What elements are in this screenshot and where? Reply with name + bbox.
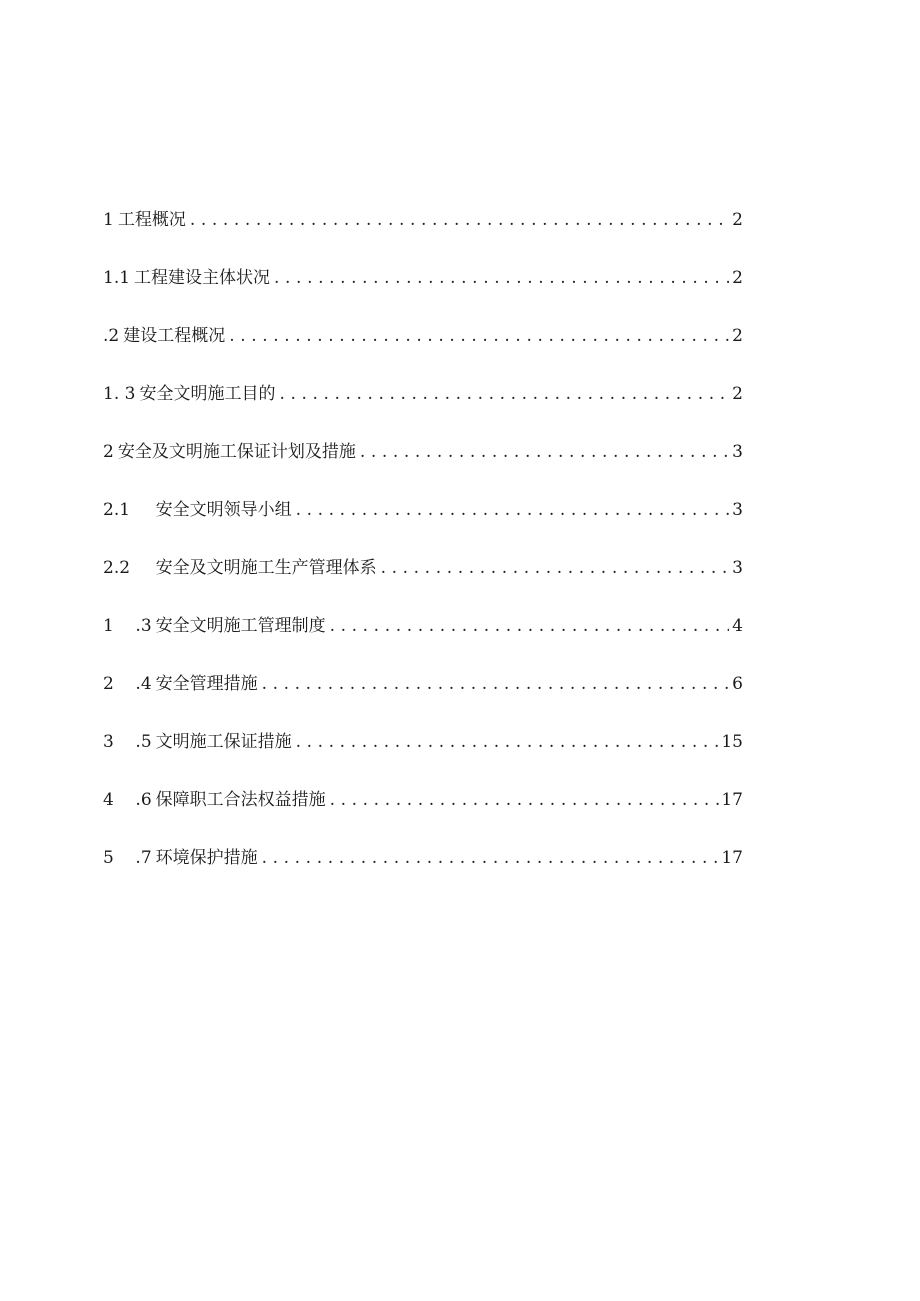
toc-entry-number: 2.2 — [103, 558, 152, 578]
toc-entry[interactable] — [103, 321, 743, 379]
toc-dot-leader — [360, 437, 729, 467]
toc-entry-page: 3 — [732, 500, 743, 520]
toc-entry-number: 1 — [103, 210, 114, 230]
toc-dot-leader — [279, 379, 729, 409]
toc-dot-leader — [262, 669, 729, 699]
toc-entry-title: 安全及文明施工生产管理体系 — [155, 558, 377, 578]
toc-dot-leader — [262, 843, 720, 873]
toc-dot-leader — [381, 553, 729, 583]
toc-entry[interactable] — [103, 785, 743, 843]
toc-entry-number: 4 .6 — [103, 790, 152, 810]
toc-entry-title: 建设工程概况 — [123, 326, 226, 346]
toc-entry-number: 3 .5 — [103, 732, 152, 752]
toc-dot-leader — [190, 205, 729, 235]
toc-entry-title: 安全文明施工管理制度 — [155, 616, 326, 636]
toc-entry-title: 保障职工合法权益措施 — [155, 790, 326, 810]
toc-entry[interactable] — [103, 611, 743, 669]
toc-entry-page: 2 — [732, 326, 743, 346]
table-of-contents — [103, 205, 743, 901]
toc-entry-page: 3 — [732, 558, 743, 578]
toc-entry-title: 安全文明施工目的 — [139, 384, 276, 404]
toc-entry[interactable] — [103, 437, 743, 495]
toc-entry-page: 15 — [721, 732, 743, 752]
toc-entry-title: 环境保护措施 — [155, 848, 258, 868]
toc-entry-number: 2 — [103, 442, 114, 462]
toc-entry[interactable] — [103, 843, 743, 901]
toc-entry-title: 工程建设主体状况 — [134, 268, 271, 288]
toc-entry[interactable] — [103, 727, 743, 785]
toc-entry-page: 2 — [732, 384, 743, 404]
toc-dot-leader — [330, 785, 720, 815]
toc-entry-page: 17 — [721, 790, 743, 810]
toc-entry-page: 6 — [732, 674, 743, 694]
toc-entry-page: 17 — [721, 848, 743, 868]
toc-dot-leader — [330, 611, 729, 641]
toc-entry-number: 2 .4 — [103, 674, 152, 694]
toc-dot-leader — [296, 495, 729, 525]
toc-entry-title: 文明施工保证措施 — [155, 732, 292, 752]
toc-entry-number: 1 .3 — [103, 616, 152, 636]
toc-entry-title: 安全管理措施 — [155, 674, 258, 694]
toc-dot-leader — [274, 263, 729, 293]
toc-entry-page: 3 — [732, 442, 743, 462]
toc-entry-number: .2 — [103, 326, 120, 346]
toc-dot-leader — [229, 321, 729, 351]
toc-entry-number: 2.1 — [103, 500, 152, 520]
toc-entry-page: 2 — [732, 210, 743, 230]
toc-entry[interactable] — [103, 263, 743, 321]
toc-entry-number: 1. 3 — [103, 384, 136, 404]
toc-entry-title: 安全及文明施工保证计划及措施 — [117, 442, 356, 462]
toc-entry[interactable] — [103, 553, 743, 611]
toc-entry[interactable] — [103, 669, 743, 727]
toc-entry-number: 1.1 — [103, 268, 131, 288]
toc-entry-title: 安全文明领导小组 — [155, 500, 292, 520]
toc-entry-title: 工程概况 — [117, 210, 186, 230]
toc-dot-leader — [296, 727, 720, 757]
toc-entry-page: 2 — [732, 268, 743, 288]
toc-entry[interactable] — [103, 379, 743, 437]
toc-entry[interactable] — [103, 205, 743, 263]
toc-entry-page: 4 — [732, 616, 743, 636]
toc-entry-number: 5 .7 — [103, 848, 152, 868]
toc-entry[interactable] — [103, 495, 743, 553]
